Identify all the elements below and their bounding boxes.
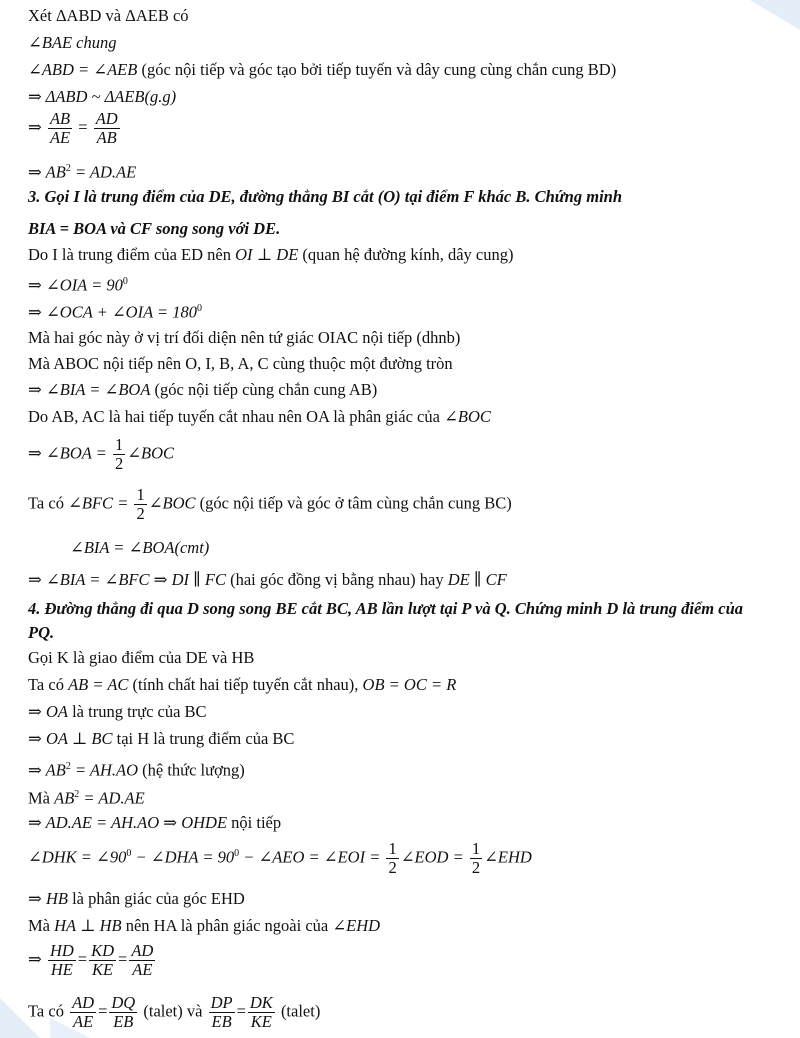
fraction-den: 2 <box>471 858 481 877</box>
fraction-kd-ke <box>89 942 116 979</box>
line-23-d: = AD.AE <box>79 788 145 808</box>
line-25-a: ∠DHK = ∠90 <box>28 847 127 867</box>
line-14-b: ∠BOC <box>127 443 175 463</box>
line-22 <box>28 757 245 781</box>
fraction-half <box>113 436 125 473</box>
line-15 <box>28 486 512 523</box>
fraction-half <box>470 840 482 877</box>
line-8-exp: 0 <box>122 276 128 287</box>
fraction-ad-ab <box>94 110 120 147</box>
line-17-b: (hai góc đồng vị bằng nhau) hay <box>225 570 448 589</box>
fraction-den: AE <box>72 1012 94 1031</box>
equals-sign: = <box>98 1001 108 1021</box>
line-22-c: = AH.AO <box>70 760 139 780</box>
fraction-den: EB <box>113 1012 134 1031</box>
line-20-a: ⇒ OA <box>28 702 68 721</box>
line-3 <box>28 60 616 80</box>
equals-sign: = <box>77 949 88 969</box>
line-12-a: ⇒ ∠BIA = ∠BOA <box>28 380 151 399</box>
fraction-dq-eb <box>109 994 137 1031</box>
line-10: Mà hai góc này ở vị trí đối diện nên tứ giác OIAC nội tiếp (dhnb) <box>28 328 461 347</box>
line-29 <box>28 994 320 1031</box>
fraction-den: AE <box>49 128 71 147</box>
line-15-b: ∠BFC = <box>68 493 129 513</box>
line-23-a: Mà <box>28 788 55 808</box>
line-14-a: ⇒ ∠BOA = <box>28 443 107 463</box>
line-2-text: ∠BAE chung <box>28 33 117 52</box>
line-17 <box>28 570 507 590</box>
line-19-d: OB = OC = R <box>362 675 457 694</box>
line-17-c: DE ∥ CF <box>447 570 507 589</box>
line-5-arrow: ⇒ <box>28 117 42 137</box>
line-21-a: ⇒ OA ⊥ BC <box>28 729 113 748</box>
fraction-den: KE <box>250 1012 272 1031</box>
fraction-den: 2 <box>388 858 397 877</box>
line-24-b: nội tiếp <box>227 813 282 832</box>
line-25-d: ∠EOD = <box>400 847 464 867</box>
equals-sign: = <box>236 1001 246 1021</box>
fraction-dp-eb <box>209 994 235 1031</box>
line-23-b: AB <box>54 788 75 808</box>
line-13 <box>28 407 491 427</box>
fraction-dk-ke <box>248 994 275 1031</box>
fraction-num: AB <box>49 109 71 128</box>
line-27-d: ∠EHD <box>332 916 381 935</box>
line-18: Gọi K là giao điểm của DE và HB <box>28 648 255 667</box>
line-15-d: (góc nội tiếp và góc ở tâm cùng chắn cung BC) <box>195 493 512 513</box>
fraction-den: EB <box>211 1012 232 1031</box>
fraction-den: HE <box>50 960 73 979</box>
line-21 <box>28 729 294 749</box>
line-27 <box>28 916 380 936</box>
line-28 <box>28 942 157 979</box>
line-12 <box>28 380 377 400</box>
fraction-num: 1 <box>388 839 397 858</box>
fraction-num: HD <box>49 941 74 960</box>
fraction-num: KD <box>91 941 115 960</box>
fraction-ab-ae <box>48 110 72 147</box>
line-6 <box>28 159 136 183</box>
line-19-b: AB = AC <box>68 675 129 694</box>
heading-4-line-2: PQ. <box>28 623 55 642</box>
line-4 <box>28 87 176 107</box>
line-28-arrow: ⇒ <box>28 949 42 969</box>
fraction-num: DK <box>249 993 273 1012</box>
line-23-exp: 2 <box>74 789 80 800</box>
line-14 <box>28 436 174 473</box>
line-7-b: OI ⊥ DE <box>235 245 299 264</box>
line-24 <box>28 813 281 833</box>
line-20-b: là trung trực của BC <box>67 702 207 721</box>
line-8 <box>28 272 128 296</box>
line-21-b: tại H là trung điểm của BC <box>112 729 295 748</box>
line-15-a: Ta có <box>28 493 69 513</box>
fraction-half <box>134 486 146 523</box>
line-29-a: Ta có <box>28 1001 69 1021</box>
fraction-den: 2 <box>136 504 145 523</box>
line-25-c: − ∠AEO = ∠EOI = <box>239 847 381 867</box>
fraction-den: AE <box>132 960 153 979</box>
line-26-a: ⇒ HB <box>28 889 68 908</box>
line-13-b: ∠BOC <box>444 407 491 426</box>
line-9-exp: 0 <box>197 303 203 314</box>
line-16 <box>70 538 209 558</box>
line-26 <box>28 889 245 909</box>
line-22-d: (hệ thức lượng) <box>138 760 245 780</box>
line-11: Mà ABOC nội tiếp nên O, I, B, A, C cùng thuộc một đường tròn <box>28 354 453 373</box>
line-25 <box>28 840 532 877</box>
line-20 <box>28 702 207 722</box>
fraction-hd-he <box>48 942 76 979</box>
fraction-den: 2 <box>114 454 124 473</box>
line-9-a: ⇒ ∠OCA + ∠OIA = 180 <box>28 302 198 322</box>
line-12-b: (góc nội tiếp cùng chắn cung AB) <box>150 380 378 399</box>
line-29-b: (talet) và <box>139 1001 207 1021</box>
line-9 <box>28 299 202 323</box>
fraction-ad-ae <box>70 994 96 1031</box>
line-27-c: nên HA là phân giác ngoài của <box>121 916 333 935</box>
line-7-a: Do I là trung điểm của ED nên <box>28 245 236 264</box>
line-25-exp2: 0 <box>234 847 240 859</box>
fraction-num: 1 <box>136 485 145 504</box>
heading-4-line-1: 4. Đường thẳng đi qua D song song BE cắt BC, AB lần lượt tại P và Q. Chứng minh D là trung điểm của <box>28 599 744 618</box>
fraction-num: AD <box>95 109 118 128</box>
line-8-a: ⇒ ∠OIA = 90 <box>28 275 123 295</box>
line-27-b: HA ⊥ HB <box>54 916 122 935</box>
line-2 <box>28 33 117 53</box>
line-3-note: (góc nội tiếp và góc tạo bởi tiếp tuyến và dây cung cùng chắn cung BD) <box>141 60 617 79</box>
line-19-c: (tính chất hai tiếp tuyến cắt nhau), <box>128 675 363 694</box>
line-5 <box>28 110 122 147</box>
line-4-text: ⇒ ΔABD ~ ΔAEB(g.g) <box>28 87 177 106</box>
fraction-half <box>386 840 398 877</box>
line-22-a: ⇒ AB <box>28 760 66 780</box>
equals-sign: = <box>78 117 88 137</box>
line-23 <box>28 785 145 809</box>
fraction-den: KE <box>92 960 114 979</box>
line-15-c: ∠BOC <box>148 493 196 513</box>
line-16-text: ∠BIA = ∠BOA(cmt) <box>70 538 210 557</box>
line-6-c: = AD.AE <box>70 162 137 182</box>
fraction-num: 1 <box>471 839 481 858</box>
fraction-den: AB <box>96 128 117 147</box>
fraction-num: AD <box>72 993 95 1012</box>
line-7-c: (quan hệ đường kính, dây cung) <box>298 245 514 264</box>
line-26-b: là phân giác của góc EHD <box>67 889 245 908</box>
line-22-exp: 2 <box>65 761 71 772</box>
equals-sign: = <box>118 949 128 969</box>
fraction-ad-ae <box>129 942 155 979</box>
line-24-a: ⇒ AD.AE = AH.AO ⇒ OHDE <box>28 813 228 832</box>
line-3-formula: ∠ABD = ∠AEB <box>28 60 138 79</box>
line-17-a: ⇒ ∠BIA = ∠BFC ⇒ DI ∥ FC <box>28 570 226 589</box>
line-25-exp1: 0 <box>126 847 132 859</box>
line-25-b: − ∠DHA = 90 <box>131 847 235 867</box>
line-19 <box>28 675 456 695</box>
line-29-c: (talet) <box>276 1001 321 1021</box>
line-6-exp: 2 <box>65 163 71 174</box>
fraction-num: AD <box>131 941 154 960</box>
line-6-a: ⇒ AB <box>28 162 66 182</box>
line-1: Xét ΔABD và ΔAEB có <box>28 6 189 25</box>
line-7 <box>28 245 513 265</box>
line-13-a: Do AB, AC là hai tiếp tuyến cắt nhau nên OA là phân giác của <box>28 407 445 426</box>
line-25-e: ∠EHD <box>484 847 532 867</box>
heading-3-line-1: 3. Gọi I là trung điểm của DE, đường thẳng BI cắt (O) tại điểm F khác B. Chứng minh <box>28 187 623 206</box>
fraction-num: 1 <box>114 435 124 454</box>
heading-3-line-2: BIA = BOA và CF song song với DE. <box>28 219 281 238</box>
watermark-top-right <box>740 0 800 60</box>
fraction-num: DP <box>210 993 233 1012</box>
line-19-a: Ta có <box>28 675 69 694</box>
line-27-a: Mà <box>28 916 55 935</box>
fraction-num: DQ <box>111 993 136 1012</box>
